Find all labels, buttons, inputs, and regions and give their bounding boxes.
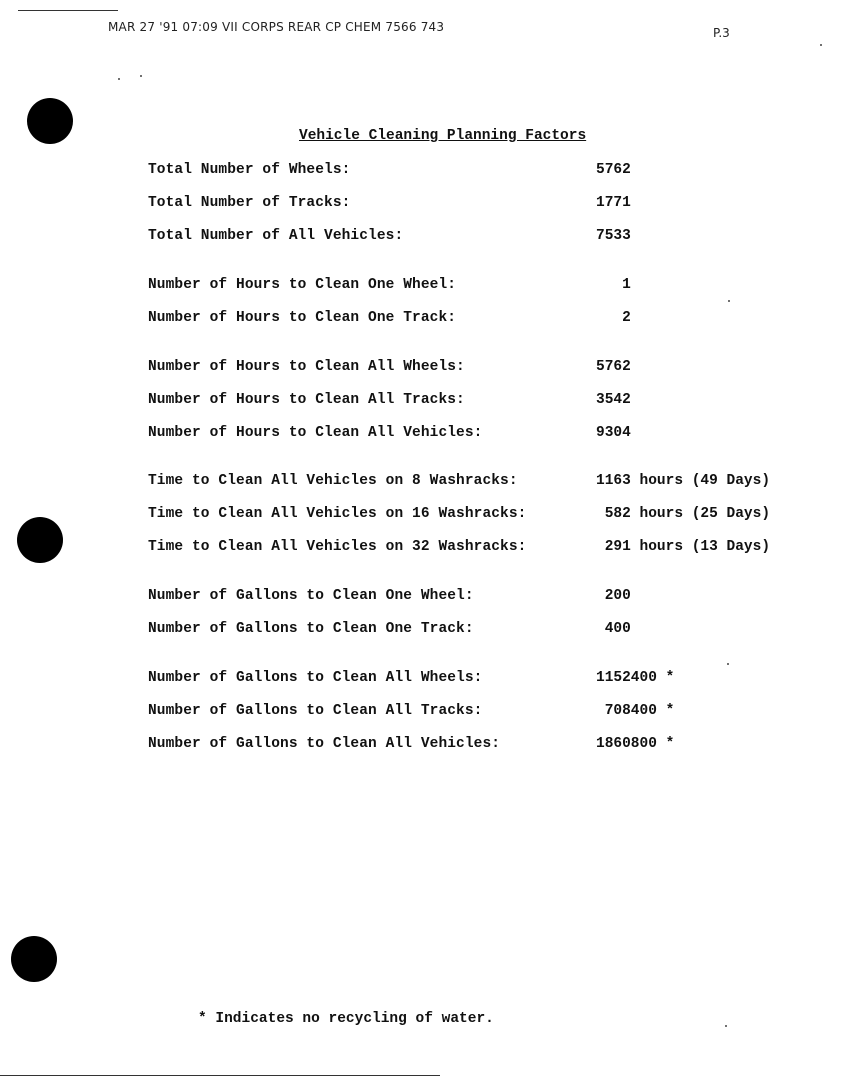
scan-speck xyxy=(727,663,729,665)
row-label: Number of Gallons to Clean All Vehicles: xyxy=(148,736,501,752)
row-label: Number of Gallons to Clean One Wheel: xyxy=(148,588,474,604)
table-row xyxy=(0,621,850,641)
scan-speck xyxy=(725,1025,727,1027)
footnote: * Indicates no recycling of water. xyxy=(198,1011,494,1027)
table-row xyxy=(0,588,850,608)
row-label: Number of Hours to Clean One Wheel: xyxy=(148,277,457,293)
row-label: Time to Clean All Vehicles on 8 Washracks: xyxy=(148,473,518,489)
top-edge-rule xyxy=(18,10,118,11)
table-row xyxy=(0,310,850,330)
row-value: 1771 xyxy=(596,195,631,211)
table-row xyxy=(0,425,850,445)
table-row xyxy=(0,162,850,182)
row-value: 3542 xyxy=(596,392,631,408)
document-title: Vehicle Cleaning Planning Factors xyxy=(299,128,587,144)
row-value: 1152400 * xyxy=(596,670,675,686)
row-value: 708400 * xyxy=(596,703,675,719)
row-value: 291 hours (13 Days) xyxy=(596,539,771,555)
row-label: Number of Hours to Clean One Track: xyxy=(148,310,457,326)
row-label: Time to Clean All Vehicles on 16 Washracks: xyxy=(148,506,527,522)
table-row xyxy=(0,195,850,215)
row-label: Number of Gallons to Clean All Tracks: xyxy=(148,703,483,719)
row-value: 1 xyxy=(596,277,631,293)
row-value: 9304 xyxy=(596,425,631,441)
scan-speck xyxy=(118,78,120,80)
row-label: Total Number of Tracks: xyxy=(148,195,351,211)
row-label: Number of Hours to Clean All Tracks: xyxy=(148,392,465,408)
table-row xyxy=(0,736,850,756)
table-row xyxy=(0,228,850,248)
table-row xyxy=(0,539,850,559)
table-row xyxy=(0,670,850,690)
row-value: 2 xyxy=(596,310,631,326)
table-row xyxy=(0,359,850,379)
scan-speck xyxy=(140,75,142,77)
table-row xyxy=(0,506,850,526)
punch-hole-top xyxy=(27,98,73,144)
row-label: Number of Hours to Clean All Vehicles: xyxy=(148,425,483,441)
table-row xyxy=(0,392,850,412)
page-number: P.3 xyxy=(713,26,730,40)
row-value: 582 hours (25 Days) xyxy=(596,506,771,522)
row-value: 7533 xyxy=(596,228,631,244)
scan-speck xyxy=(728,300,730,302)
punch-hole-bottom xyxy=(11,936,57,982)
row-value: 200 xyxy=(596,588,631,604)
row-label: Number of Gallons to Clean All Wheels: xyxy=(148,670,483,686)
row-label: Total Number of All Vehicles: xyxy=(148,228,404,244)
row-label: Total Number of Wheels: xyxy=(148,162,351,178)
row-label: Number of Gallons to Clean One Track: xyxy=(148,621,474,637)
table-row xyxy=(0,703,850,723)
row-value: 400 xyxy=(596,621,631,637)
table-row xyxy=(0,473,850,493)
fax-header-line: MAR 27 '91 07:09 VII CORPS REAR CP CHEM 7566 743 xyxy=(108,20,445,34)
row-value: 5762 xyxy=(596,162,631,178)
row-label: Number of Hours to Clean All Wheels: xyxy=(148,359,465,375)
row-value: 1163 hours (49 Days) xyxy=(596,473,771,489)
row-value: 1860800 * xyxy=(596,736,675,752)
row-value: 5762 xyxy=(596,359,631,375)
table-row xyxy=(0,277,850,297)
row-label: Time to Clean All Vehicles on 32 Washracks: xyxy=(148,539,527,555)
scan-speck xyxy=(820,44,822,46)
bottom-edge-rule xyxy=(0,1075,440,1076)
